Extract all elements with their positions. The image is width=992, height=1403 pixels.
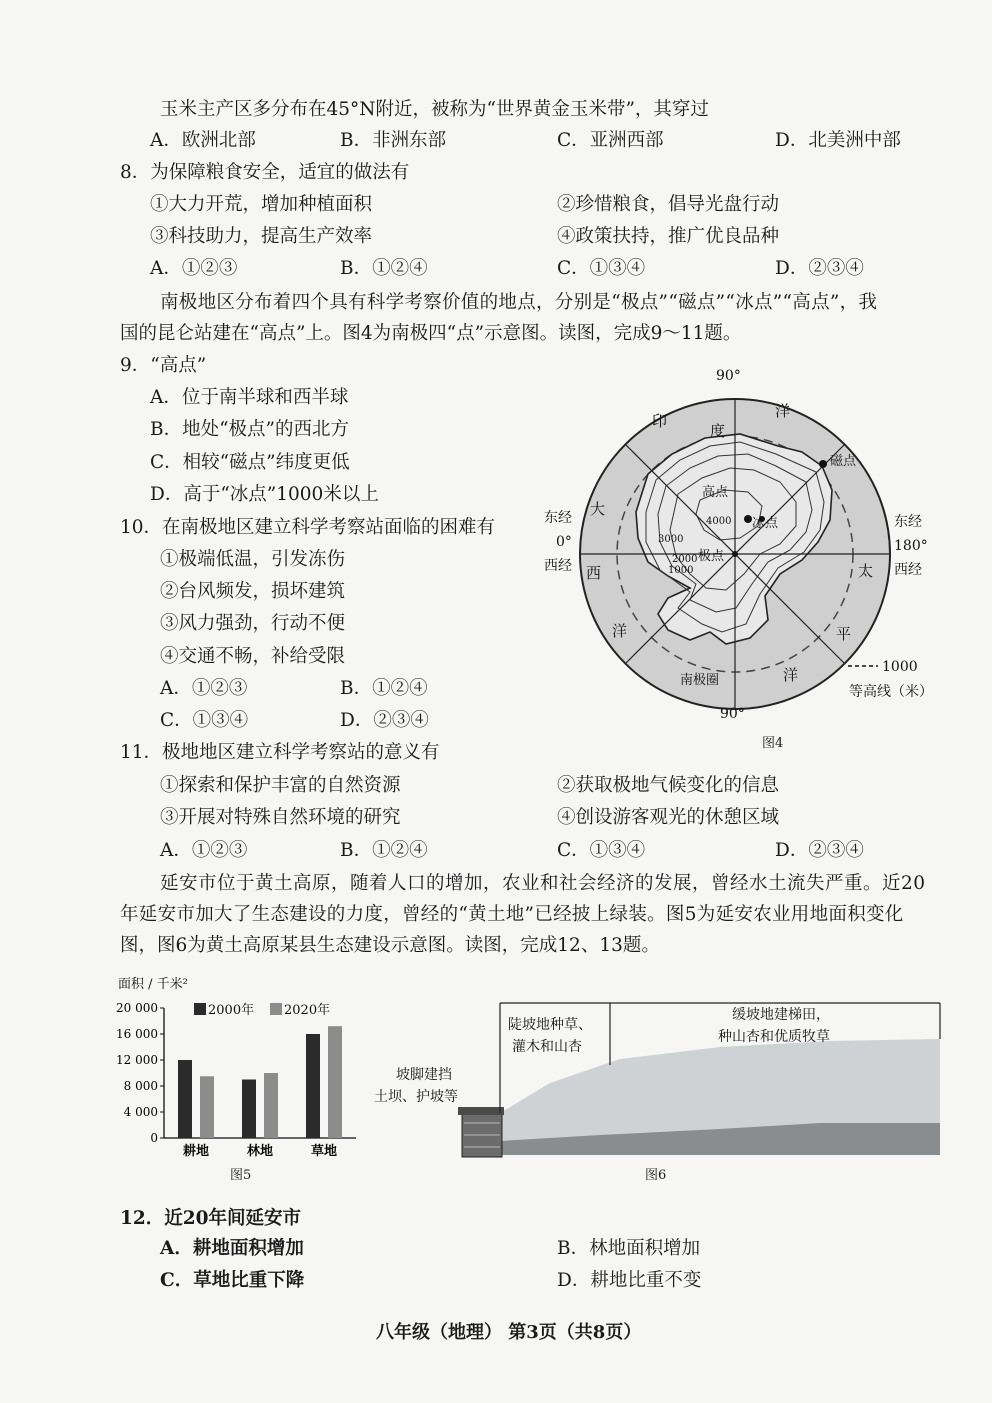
lon-right-label-2: 180° xyxy=(894,538,928,554)
q8-option-c: C．①③④ xyxy=(557,258,646,279)
contour-label-3000: 3000 xyxy=(658,534,684,545)
bar-草地-2020年 xyxy=(328,1026,342,1138)
page-footer: 八年级（地理） 第3页（共8页） xyxy=(376,1322,642,1343)
lon-left-label-2: 0° xyxy=(556,534,572,550)
q12-option-a: A．耕地面积增加 xyxy=(160,1238,304,1259)
contour-label-4000: 4000 xyxy=(706,516,732,527)
y-tick-label: 12 000 xyxy=(116,1053,158,1067)
ocean-char: 度 xyxy=(710,422,726,440)
lon-top-label: 90° xyxy=(716,368,741,384)
lon-left-label-3: 西经 xyxy=(544,558,572,574)
q10-option-b: B．①②④ xyxy=(340,678,428,699)
q11-item-4: ④创设游客观光的休憩区域 xyxy=(557,807,780,828)
lon-right-label-3: 西经 xyxy=(894,562,922,578)
q10-option-c: C．①③④ xyxy=(160,710,249,731)
q11-item-1: ①探索和保护丰富的自然资源 xyxy=(160,775,401,796)
x-category-label: 林地 xyxy=(246,1144,274,1159)
y-tick-label: 16 000 xyxy=(116,1027,158,1041)
q8-option-b: B．①②④ xyxy=(340,258,428,279)
figure6-slope-diagram xyxy=(360,995,950,1170)
q11-stem: 11．极地地区建立科学考察站的意义有 xyxy=(120,742,440,763)
bar-草地-2000年 xyxy=(306,1034,320,1138)
q11-item-2: ②获取极地气候变化的信息 xyxy=(557,775,780,796)
lon-left-label-1: 东经 xyxy=(544,510,572,526)
q8-item-4: ④政策扶持，推广优良品种 xyxy=(557,226,780,247)
point-high-label: 高点 xyxy=(702,485,729,500)
label-steep-line2: 灌木和山杏 xyxy=(512,1039,582,1055)
intro-12-13-line1: 延安市位于黄土高原，随着人口的增加，农业和社会经济的发展，曾经水土流失严重。近20 xyxy=(160,873,926,894)
intro-9-11-line2: 国的昆仑站建在“高点”上。图4为南极四“点”示意图。读图，完成9～11题。 xyxy=(120,323,742,344)
chart-ylabel: 面积 / 千米² xyxy=(118,977,188,992)
q9-option-a: A．位于南半球和西半球 xyxy=(150,387,349,408)
bar-林地-2020年 xyxy=(264,1073,278,1138)
retaining-wall xyxy=(458,1107,504,1157)
ocean-char: 大 xyxy=(590,500,606,518)
q9-option-d: D．高于“冰点”1000米以上 xyxy=(150,484,379,505)
q10-stem: 10．在南极地区建立科学考察站面临的困难有 xyxy=(120,517,496,538)
y-tick-label: 0 xyxy=(150,1131,158,1145)
label-gentle-line1: 缓坡地建梯田， xyxy=(732,1007,830,1023)
label-steep-line1: 陡坡地种草、 xyxy=(508,1017,592,1033)
point-pole-label: 极点 xyxy=(698,549,725,564)
q8-item-1: ①大力开荒，增加种植面积 xyxy=(150,194,373,215)
ocean-char: 洋 xyxy=(783,666,799,684)
intro-12-13-line2: 年延安市加大了生态建设的力度，曾经的“黄土地”已经披上绿装。图5为延安农业用地面积变化 xyxy=(120,904,904,925)
bar-耕地-2000年 xyxy=(178,1060,192,1138)
legend-swatch-2020 xyxy=(270,1003,282,1015)
point-magnetic-label: 磁点 xyxy=(830,454,857,469)
legend-swatch-2000 xyxy=(194,1003,206,1015)
intro-12-13-line3: 图，图6为黄土高原某县生态建设示意图。读图，完成12、13题。 xyxy=(120,935,660,956)
q10-item-4: ④交通不畅，补给受限 xyxy=(160,646,346,667)
circle-label: 南极圈 xyxy=(680,673,720,688)
label-foot-line1: 坡脚建挡 xyxy=(396,1067,452,1083)
q7-stem-continuation: 玉米主产区多分布在45°N附近，被称为“世界黄金玉米带”，其穿过 xyxy=(160,99,709,120)
contour-label-2000: 2000 xyxy=(672,554,698,565)
legend-label-2000: 2000年 xyxy=(208,1003,255,1018)
figure5-bar-chart xyxy=(116,972,366,1160)
q11-option-c: C．①③④ xyxy=(557,840,646,861)
ocean-char: 印 xyxy=(652,412,668,430)
bar-耕地-2020年 xyxy=(200,1076,214,1138)
q11-option-a: A．①②③ xyxy=(160,840,248,861)
legend-value: 1000 xyxy=(882,659,918,675)
q8-item-2: ②珍惜粮食，倡导光盘行动 xyxy=(557,194,780,215)
map-legend xyxy=(848,659,933,700)
bar-林地-2000年 xyxy=(242,1080,256,1139)
q7-option-d: D．北美洲中部 xyxy=(775,130,901,151)
ocean-char: 太 xyxy=(858,562,874,580)
q7-option-c: C．亚洲西部 xyxy=(557,130,664,151)
q11-item-3: ③开展对特殊自然环境的研究 xyxy=(160,807,401,828)
q11-option-d: D．②③④ xyxy=(775,840,864,861)
q10-item-3: ③风力强劲，行动不便 xyxy=(160,613,346,634)
q12-option-b: B．林地面积增加 xyxy=(557,1238,701,1259)
q7-option-b: B．非洲东部 xyxy=(340,130,447,151)
x-category-label: 耕地 xyxy=(182,1144,210,1159)
q12-option-c: C．草地比重下降 xyxy=(160,1270,305,1291)
label-foot-line2: 土坝、护坡等 xyxy=(374,1089,458,1105)
y-tick-label: 4 000 xyxy=(123,1105,158,1119)
q10-option-d: D．②③④ xyxy=(340,710,429,731)
q11-option-b: B．①②④ xyxy=(340,840,428,861)
figure4-caption: 图4 xyxy=(762,736,784,751)
q9-stem: 9．“高点” xyxy=(120,355,207,376)
q9-option-b: B．地处“极点”的西北方 xyxy=(150,419,350,440)
lon-right-label-1: 东经 xyxy=(894,514,922,530)
q12-stem: 12．近20年间延安市 xyxy=(120,1208,301,1229)
q8-option-a: A．①②③ xyxy=(150,258,238,279)
ocean-char: 平 xyxy=(836,625,852,643)
ocean-char: 西 xyxy=(586,564,602,582)
q8-stem: 8．为保障粮食安全，适宜的做法有 xyxy=(120,162,410,183)
figure5-caption: 图5 xyxy=(230,1168,252,1183)
q10-item-2: ②台风频发，损坏建筑 xyxy=(160,581,346,602)
q10-item-1: ①极端低温，引发冻伤 xyxy=(160,549,346,570)
lon-bottom-label: 90° xyxy=(720,706,745,722)
q9-option-c: C．相较“磁点”纬度更低 xyxy=(150,452,350,473)
x-category-label: 草地 xyxy=(310,1144,338,1159)
figure6-caption: 图6 xyxy=(645,1168,667,1183)
intro-9-11-line1: 南极地区分布着四个具有科学考察价值的地点，分别是“极点”“磁点”“冰点”“高点”，我 xyxy=(160,292,878,313)
y-tick-label: 20 000 xyxy=(116,1001,158,1015)
q8-option-d: D．②③④ xyxy=(775,258,864,279)
legend-label-2020: 2020年 xyxy=(284,1003,331,1018)
q7-option-a: A．欧洲北部 xyxy=(150,130,256,151)
label-gentle-line2: 种山杏和优质牧草 xyxy=(718,1029,830,1045)
figure4-antarctica-map xyxy=(540,362,960,752)
legend-label: 等高线（米） xyxy=(849,684,933,700)
point-ice-label: 冰点 xyxy=(752,516,779,531)
contour-label-1000: 1000 xyxy=(668,565,694,576)
chart-legend xyxy=(194,1002,330,1018)
q12-option-d: D．耕地比重不变 xyxy=(557,1270,702,1291)
slope-terrain xyxy=(500,1039,940,1155)
q10-option-a: A．①②③ xyxy=(160,678,248,699)
y-tick-label: 8 000 xyxy=(123,1079,158,1093)
ocean-char: 洋 xyxy=(612,622,628,640)
q8-item-3: ③科技助力，提高生产效率 xyxy=(150,226,373,247)
ocean-char: 洋 xyxy=(775,402,791,420)
